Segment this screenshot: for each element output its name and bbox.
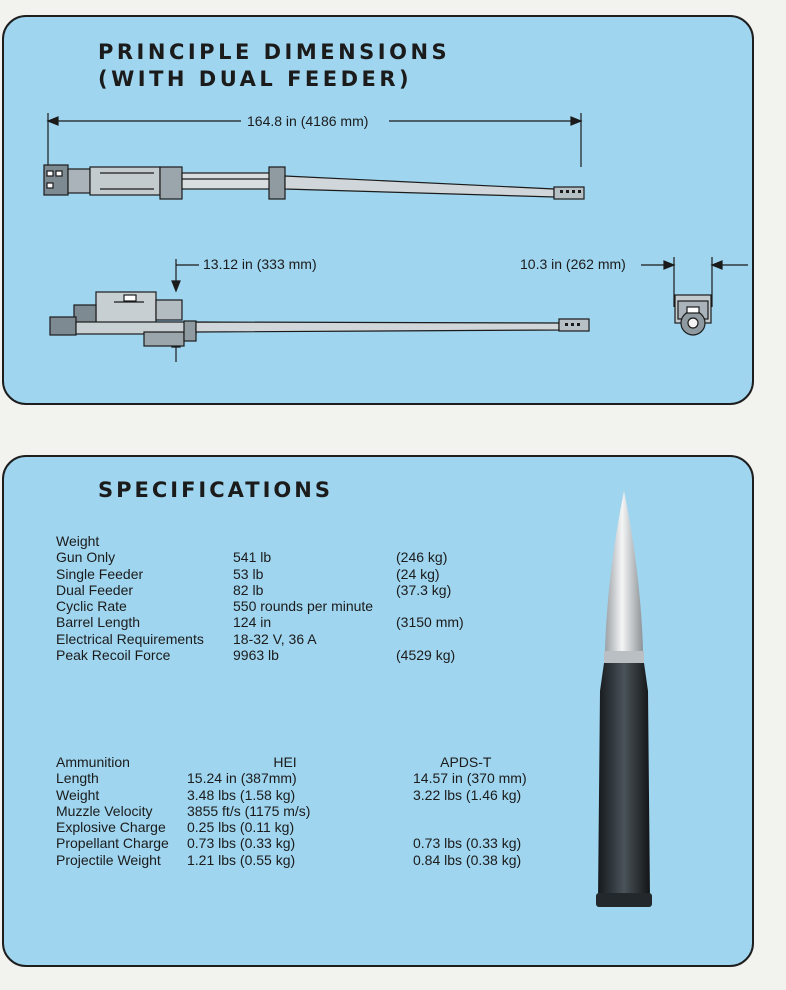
specifications-title: SPECIFICATIONS	[98, 478, 333, 502]
spec-row	[56, 549, 464, 565]
projectile-icon	[605, 491, 643, 663]
spec-label: Gun Only	[56, 549, 116, 566]
ammunition-hei-value: 0.25 lbs (0.11 kg)	[187, 819, 295, 836]
gun-side-view	[44, 165, 584, 199]
ammunition-hei-value: 15.24 in (387mm)	[187, 770, 297, 787]
spec-metric: (246 kg)	[396, 549, 448, 566]
ammunition-apds-value: 0.73 lbs (0.33 kg)	[413, 835, 522, 852]
ammunition-header-hei: HEI	[273, 754, 297, 770]
ammunition-hei-value: 3855 ft/s (1175 m/s)	[187, 802, 311, 819]
ammunition-label: Projectile Weight	[56, 851, 161, 868]
spec-value: 53 lb	[233, 565, 264, 582]
ammunition-label: Propellant Charge	[56, 835, 169, 852]
arrow-left-icon	[48, 117, 58, 125]
ammunition-row	[56, 852, 527, 868]
ammunition-row	[56, 803, 527, 819]
spec-value	[233, 533, 396, 549]
spec-row	[56, 647, 464, 663]
gun-side-view-feeder	[50, 292, 589, 346]
spec-row	[56, 598, 464, 614]
spec-row	[56, 582, 464, 598]
spec-label: Single Feeder	[56, 565, 144, 582]
spec-metric: (24 kg)	[396, 565, 440, 582]
spec-value: 541 lb	[233, 549, 272, 566]
ammunition-label: Explosive Charge	[56, 819, 166, 836]
spec-row	[56, 631, 464, 647]
spec-metric	[396, 631, 464, 647]
spec-metric	[396, 598, 464, 614]
ammunition-label: Length	[56, 770, 99, 787]
ammunition-hei-value: 3.48 lbs (1.58 kg)	[187, 786, 296, 803]
spec-label: Barrel Length	[56, 614, 141, 631]
ammunition-apds-value	[413, 803, 527, 819]
spec-value: 82 lb	[233, 581, 264, 598]
overall-length-label: 164.8 in (4186 mm)	[244, 113, 371, 129]
ammunition-hei-value: 1.21 lbs (0.55 kg)	[187, 851, 296, 868]
ammunition-apds-value: 0.84 lbs (0.38 kg)	[413, 851, 522, 868]
spec-row	[56, 614, 464, 630]
spec-metric: (3150 mm)	[396, 614, 464, 631]
height-label: 13.12 in (333 mm)	[200, 256, 320, 272]
spec-metric	[396, 533, 464, 549]
dimensions-title-line2: (WITH DUAL FEEDER)	[98, 67, 413, 91]
gun-drawing	[4, 17, 754, 403]
arrow-right-small-icon	[664, 261, 674, 269]
spec-value: 124 in	[233, 614, 272, 631]
ammunition-row	[56, 835, 527, 851]
spec-row	[56, 533, 464, 549]
spec-value: 9963 lb	[233, 647, 279, 664]
cartridge-case-icon	[598, 663, 650, 906]
ammunition-header-label: Ammunition	[56, 754, 130, 770]
dimensions-panel	[2, 15, 754, 405]
spec-label: Cyclic Rate	[56, 598, 127, 615]
ammunition-apds-value: 3.22 lbs (1.46 kg)	[413, 786, 522, 803]
arrow-down-icon	[172, 281, 180, 291]
spec-label: Weight	[56, 533, 100, 549]
ammunition-header-row	[56, 754, 527, 770]
ammunition-row	[56, 819, 527, 835]
arrow-left-small-icon	[712, 261, 722, 269]
spec-row	[56, 566, 464, 582]
ammunition-apds-value: 14.57 in (370 mm)	[413, 770, 527, 787]
ammunition-hei-value: 0.73 lbs (0.33 kg)	[187, 835, 296, 852]
ammunition-row	[56, 770, 527, 786]
ammunition-label: Muzzle Velocity	[56, 802, 153, 819]
spec-value: 18-32 V, 36 A	[233, 630, 317, 647]
ammunition-row	[56, 787, 527, 803]
cartridge-image	[584, 491, 674, 921]
spec-label: Dual Feeder	[56, 581, 134, 598]
specifications-table	[56, 533, 464, 663]
spec-value: 550 rounds per minute	[233, 598, 374, 615]
ammunition-table	[56, 754, 527, 868]
width-label: 10.3 in (262 mm)	[517, 256, 629, 272]
specifications-panel	[2, 455, 754, 967]
gun-front-view	[675, 295, 711, 335]
spec-label: Electrical Requirements	[56, 630, 204, 647]
spec-label: Peak Recoil Force	[56, 647, 171, 664]
ammunition-header-apds: APDS-T	[440, 754, 492, 770]
ammunition-apds-value	[413, 819, 527, 835]
spec-metric: (4529 kg)	[396, 647, 456, 664]
spec-metric: (37.3 kg)	[396, 581, 452, 598]
ammunition-label: Weight	[56, 786, 100, 803]
arrow-right-icon	[571, 117, 581, 125]
dimensions-title-line1: PRINCIPLE DIMENSIONS	[98, 40, 451, 64]
